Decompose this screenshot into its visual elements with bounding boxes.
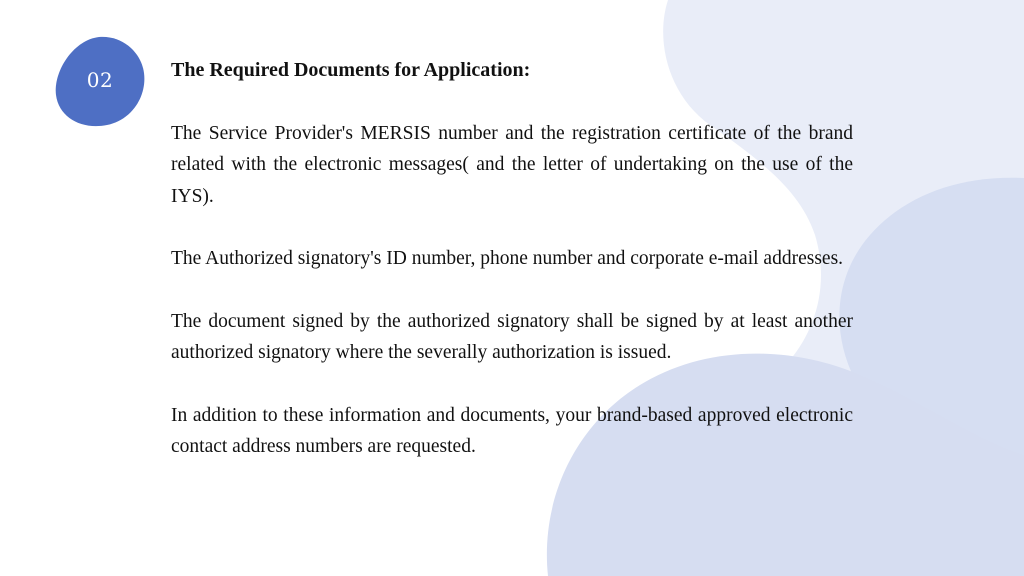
- paragraph: The document signed by the authorized signatory shall be signed by at least another authorized signatory where the severally authorization is issued.: [171, 310, 853, 363]
- document-content: [171, 55, 853, 463]
- section-heading: The Required Documents for Application:: [171, 59, 531, 81]
- paragraph: In addition to these information and documents, your brand-based approved electronic contact address numbers are requested.: [171, 404, 853, 457]
- paragraph: The Service Provider's MERSIS number and the registration certificate of the brand related with the electronic messages( and the letter of undertaking on the use of the IYS).: [171, 122, 853, 207]
- paragraph: The Authorized signatory's ID number, phone number and corporate e-mail addresses.: [171, 248, 844, 269]
- section-number-badge: [55, 36, 145, 128]
- badge-number: 02: [86, 68, 114, 92]
